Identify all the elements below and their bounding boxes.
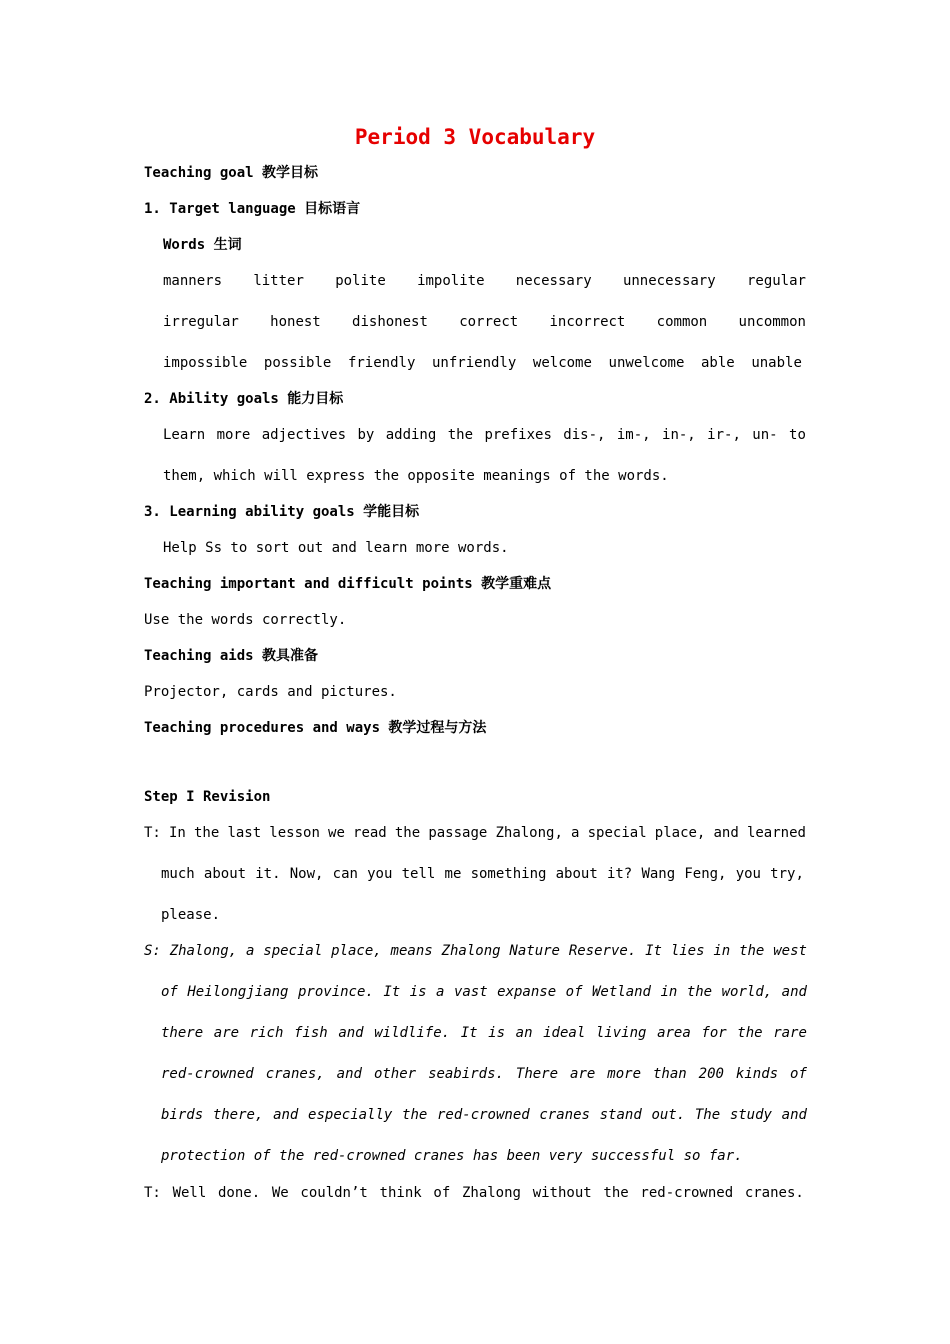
word: is (488, 1025, 506, 1041)
ability-text-line-2: them, which will express the opposite meanings of the words. (163, 468, 669, 484)
word: of (433, 1185, 451, 1201)
word: 200 (698, 1066, 724, 1082)
word: Zhalong, (169, 943, 238, 959)
word: It (460, 1025, 478, 1041)
procedures-heading: Teaching procedures and ways 教学过程与方法 (144, 720, 487, 736)
word: Zhalong (441, 943, 501, 959)
word: In (169, 825, 186, 841)
word: west (773, 943, 807, 959)
word: an (515, 1025, 533, 1041)
word: lesson (269, 825, 320, 841)
word: red-crowned (436, 1107, 530, 1123)
word: fish (294, 1025, 328, 1041)
word: and (338, 1025, 364, 1041)
word: passage (428, 825, 488, 841)
word: Heilongjiang (187, 984, 289, 1000)
word: something (470, 866, 547, 882)
word: the (686, 984, 713, 1000)
word: Wetland (591, 984, 651, 1000)
word: friendly (347, 355, 416, 371)
word: the (194, 825, 220, 841)
word: is (409, 984, 427, 1000)
word: polite (335, 273, 386, 289)
word: couldn’t (300, 1185, 368, 1201)
word: learned (746, 825, 806, 841)
word: common (656, 314, 708, 330)
word: unwelcome (608, 355, 685, 371)
word: kinds (735, 1066, 779, 1082)
word: It (383, 984, 401, 1000)
word: The (694, 1107, 721, 1123)
word: welcome (532, 355, 592, 371)
word: by (357, 427, 375, 443)
word: place, (654, 825, 706, 841)
step-1-heading: Step I Revision (144, 789, 271, 805)
word: im-, (616, 427, 651, 443)
word: honest (270, 314, 321, 330)
word: prefixes (484, 427, 552, 443)
word: irregular (163, 314, 239, 330)
word: cranes. (744, 1185, 804, 1201)
word: there (161, 1025, 204, 1041)
word: the (603, 1185, 629, 1201)
word: lies (670, 943, 705, 959)
word: of (161, 984, 178, 1000)
word: We (271, 1185, 289, 1201)
word: There (515, 1066, 559, 1082)
word: a (436, 984, 445, 1000)
word: adding (385, 427, 437, 443)
word: necessary (515, 273, 592, 289)
word: there, (212, 1107, 264, 1123)
teacher-line-1 (144, 823, 806, 843)
word: done. (217, 1185, 261, 1201)
word: in (713, 943, 731, 959)
word: of (565, 984, 583, 1000)
word: adjectives (261, 427, 347, 443)
word: the (402, 1107, 428, 1123)
word: than (652, 1066, 687, 1082)
word: Learn (163, 427, 206, 443)
student-line-2 (161, 982, 807, 1002)
word: about (203, 866, 247, 882)
word: unnecessary (622, 273, 716, 289)
word: manners (163, 273, 223, 289)
word: without (532, 1185, 592, 1201)
word: able (701, 355, 735, 371)
important-points-text: Use the words correctly. (144, 612, 347, 628)
word: Reserve. (568, 943, 637, 959)
word: Zhalong (461, 1185, 521, 1201)
word: try, (770, 866, 804, 882)
word: special (587, 825, 647, 841)
teaching-aids-heading: Teaching aids 教具准备 (144, 648, 319, 664)
word: T: (144, 1185, 161, 1201)
word: vast (453, 984, 488, 1000)
word: can (332, 866, 358, 882)
word: impossible (163, 355, 248, 371)
word: and (336, 1066, 362, 1082)
word: read (353, 825, 387, 841)
word: Nature (509, 943, 560, 959)
word: unable (751, 355, 802, 371)
word: S: (144, 943, 161, 959)
word: about (555, 866, 598, 882)
word: to (789, 427, 806, 443)
word: red-crowned (640, 1185, 734, 1201)
word: correct (459, 314, 519, 330)
word: are (570, 1066, 596, 1082)
ability-text-line-1 (163, 425, 806, 445)
target-language-heading: 1. Target language 目标语言 (144, 201, 361, 217)
word: world, (721, 984, 773, 1000)
word: living (595, 1025, 647, 1041)
word-list-row-3 (163, 353, 802, 373)
student-line-6: protection of the red-crowned cranes has been very successful so far. (161, 1148, 743, 1164)
word: regular (746, 273, 806, 289)
learning-text: Help Ss to sort out and learn more words. (163, 540, 509, 556)
word: study (729, 1107, 772, 1123)
word: province. (297, 984, 374, 1000)
word: ideal (543, 1025, 586, 1041)
teacher-line-4 (144, 1183, 804, 1203)
word: the (739, 943, 765, 959)
word: rare (773, 1025, 807, 1041)
word: un- (752, 427, 778, 443)
word: birds (161, 1107, 204, 1123)
word: much (161, 866, 195, 882)
word: and (273, 1107, 299, 1123)
word: litter (253, 273, 304, 289)
word: for (701, 1025, 727, 1041)
word: Feng, (684, 866, 727, 882)
word: it? (606, 866, 633, 882)
word: T: (144, 825, 161, 841)
word: Now, (289, 866, 324, 882)
word: ir-, (707, 427, 741, 443)
word: unfriendly (432, 355, 517, 371)
page-title: Period 3 Vocabulary (354, 125, 596, 149)
word: a (571, 825, 580, 841)
student-line-4 (161, 1064, 807, 1084)
word: Well (172, 1185, 207, 1201)
word: means (390, 943, 433, 959)
word: and (781, 1107, 807, 1123)
word: Wang (641, 866, 676, 882)
teaching-goal-heading: Teaching goal 教学目标 (144, 165, 319, 181)
word: expanse (497, 984, 557, 1000)
learning-goals-heading: 3. Learning ability goals 学能目标 (144, 504, 420, 520)
teacher-line-2 (161, 864, 804, 884)
word: out. (651, 1107, 686, 1123)
word: a (245, 943, 255, 959)
word-list-row-2 (163, 312, 806, 332)
words-heading: Words 生词 (163, 237, 242, 253)
word: uncommon (738, 314, 806, 330)
word: it. (255, 866, 281, 882)
word: dishonest (352, 314, 428, 330)
word: seabirds. (428, 1066, 504, 1082)
word: especially (308, 1107, 393, 1123)
word: last (227, 825, 262, 841)
word: you (367, 866, 393, 882)
word: and (781, 984, 807, 1000)
word: area (657, 1025, 691, 1041)
word: rich (249, 1025, 284, 1041)
word: we (328, 825, 345, 841)
word: dis-, (563, 427, 606, 443)
word: you (735, 866, 761, 882)
word: are (213, 1025, 240, 1041)
student-line-1 (144, 941, 807, 961)
word: the (737, 1025, 763, 1041)
important-points-heading: Teaching important and difficult points 教学重难点 (144, 576, 552, 592)
ability-goals-heading: 2. Ability goals 能力目标 (144, 391, 344, 407)
word: in-, (662, 427, 696, 443)
word: more (216, 427, 251, 443)
word: think (379, 1185, 422, 1201)
word: special (263, 943, 323, 959)
word-list-row-1 (163, 271, 806, 291)
word: in (660, 984, 678, 1000)
word: place, (331, 943, 382, 959)
word: possible (263, 355, 332, 371)
teaching-aids-text: Projector, cards and pictures. (144, 684, 397, 700)
student-line-3 (161, 1023, 807, 1043)
word: more (607, 1066, 641, 1082)
word: the (447, 427, 474, 443)
word: the (394, 825, 421, 841)
word: red-crowned (161, 1066, 254, 1082)
word: other (373, 1066, 417, 1082)
word: of (790, 1066, 807, 1082)
word: Zhalong, (495, 825, 563, 841)
word: wildlife. (374, 1025, 451, 1041)
student-line-5 (161, 1105, 807, 1125)
teacher-line-3: please. (161, 907, 221, 923)
word: stand (599, 1107, 642, 1123)
word: tell (401, 866, 436, 882)
word: cranes, (265, 1066, 325, 1082)
word: impolite (417, 273, 485, 289)
word: It (645, 943, 662, 959)
word: cranes (539, 1107, 590, 1123)
word: incorrect (549, 314, 626, 330)
word: and (713, 825, 739, 841)
word: me (444, 866, 462, 882)
